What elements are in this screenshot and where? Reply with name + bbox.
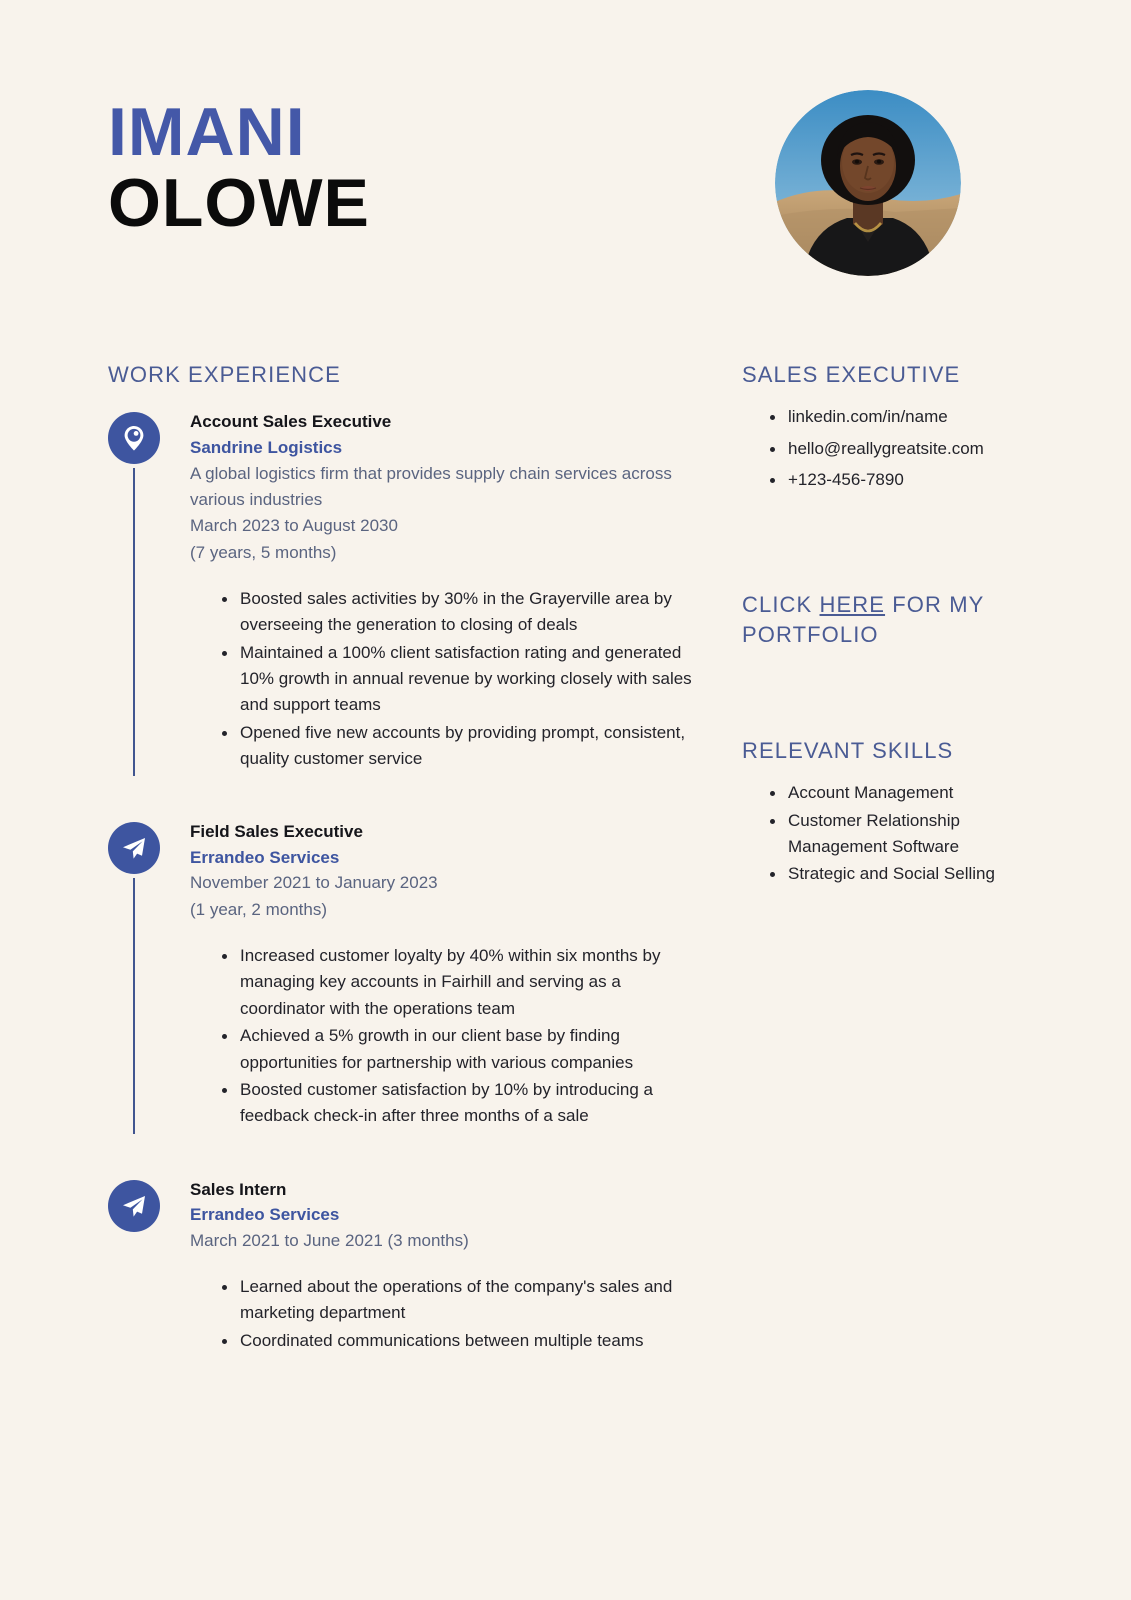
job-entry <box>108 1178 708 1355</box>
section-title-role: SALES EXECUTIVE <box>742 362 961 387</box>
paper-plane-icon <box>108 822 160 874</box>
job-bullet-list <box>190 943 708 1129</box>
job-bullet-list <box>190 586 708 772</box>
contact-phone[interactable]: +123-456-7890 <box>770 467 1042 493</box>
job-bullet: Boosted sales activities by 30% in the Grayerville area by overseeing the generation to closing of deals <box>220 586 708 639</box>
timeline-line <box>133 878 135 1133</box>
job-company: Errandeo Services <box>190 847 340 867</box>
skill-item: Strategic and Social Selling <box>770 861 1042 887</box>
job-bullet: Achieved a 5% growth in our client base by finding opportunities for partnership with various companies <box>220 1023 708 1076</box>
sidebar-column <box>742 362 1042 889</box>
job-company: Sandrine Logistics <box>190 438 343 458</box>
job-bullet-list <box>190 1274 708 1354</box>
job-company: Errandeo Services <box>190 1205 340 1225</box>
timeline-line <box>133 468 135 776</box>
job-title: Account Sales Executive <box>190 412 392 432</box>
job-title: Sales Intern <box>190 1179 287 1199</box>
skills-list <box>742 780 1042 887</box>
job-dates: November 2021 to January 2023 <box>190 873 438 893</box>
job-bullet: Opened five new accounts by providing prompt, consistent, quality customer service <box>220 720 708 773</box>
job-bullet: Increased customer loyalty by 40% within six months by managing key accounts in Fairhill and serving as a coordinator with the operations team <box>220 943 708 1022</box>
portfolio-prefix: CLICK <box>742 592 820 618</box>
job-title: Field Sales Executive <box>190 822 363 842</box>
job-bullet: Boosted customer satisfaction by 10% by introducing a feedback check-in after three months of a sale <box>220 1077 708 1130</box>
contact-linkedin[interactable]: linkedin.com/in/name <box>770 404 1042 430</box>
job-dates: March 2023 to August 2030 <box>190 516 398 536</box>
section-title-skills: RELEVANT SKILLS <box>742 737 954 763</box>
section-title-work-experience: WORK EXPERIENCE <box>108 362 341 387</box>
job-dates: March 2021 to June 2021 (3 months) <box>190 1230 469 1250</box>
first-name: IMANI <box>108 94 306 170</box>
skill-item: Account Management <box>770 780 1042 806</box>
paper-plane-icon <box>108 1180 160 1232</box>
job-bullet: Learned about the operations of the company's sales and marketing department <box>220 1274 708 1327</box>
work-experience-column <box>108 362 708 1362</box>
skill-item: Customer Relationship Management Software <box>770 808 1042 861</box>
contact-list <box>742 404 1042 493</box>
job-duration: (7 years, 5 months) <box>190 542 337 562</box>
last-name: OLOWE <box>108 164 370 241</box>
avatar <box>775 90 961 276</box>
job-entry <box>108 820 708 1129</box>
job-entry <box>108 410 708 772</box>
location-pin-icon <box>108 412 160 464</box>
portfolio-suffix: FOR MY PORTFOLIO <box>742 592 985 648</box>
job-bullet: Coordinated communications between multiple teams <box>220 1328 708 1354</box>
portrait-photo-icon <box>775 90 961 276</box>
job-description: A global logistics firm that provides supply chain services across various industries <box>190 463 672 509</box>
portfolio-here-link[interactable]: HERE <box>819 592 886 618</box>
job-bullet: Maintained a 100% client satisfaction rating and generated 10% growth in annual revenue by working closely with sales and support teams <box>220 640 708 719</box>
portfolio-link[interactable] <box>742 590 1042 649</box>
job-duration: (1 year, 2 months) <box>190 899 328 919</box>
contact-email[interactable]: hello@reallygreatsite.com <box>770 436 1042 462</box>
